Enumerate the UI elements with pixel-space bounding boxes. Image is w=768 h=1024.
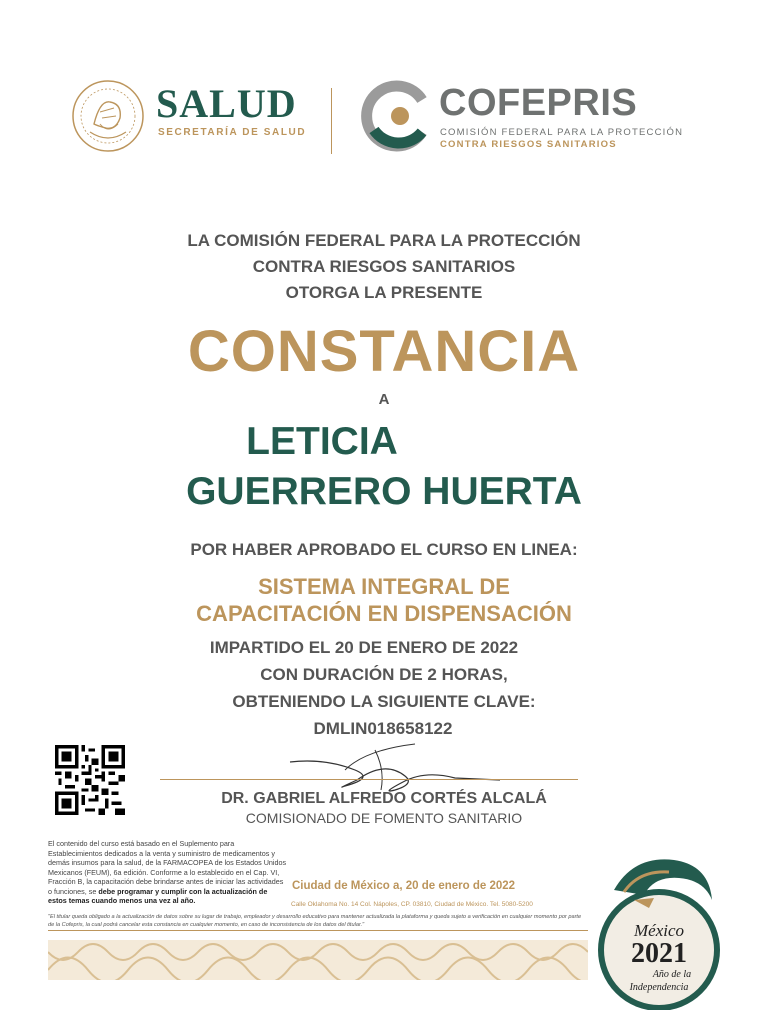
cofepris-title: COFEPRIS xyxy=(439,82,638,124)
cofepris-subtitle-2: CONTRA RIESGOS SANITARIOS xyxy=(440,139,617,150)
course-name xyxy=(0,573,768,627)
course-date: IMPARTIDO EL 20 DE ENERO DE 2022 xyxy=(209,638,519,657)
emblem-mexico-text: México xyxy=(633,921,685,940)
course-name-line-2: CAPACITACIÓN EN DISPENSACIÓN xyxy=(196,601,572,626)
course-name-line-1: SISTEMA INTEGRAL DE xyxy=(258,574,510,599)
intro-line-1: LA COMISIÓN FEDERAL PARA LA PROTECCIÓN xyxy=(187,231,581,250)
note-divider xyxy=(48,930,588,931)
course-duration: CON DURACIÓN DE 2 HORAS, xyxy=(260,665,508,684)
course-key-code: DMLIN018658122 xyxy=(313,719,453,738)
legal-text xyxy=(48,839,288,906)
intro-text xyxy=(0,228,768,306)
emblem-independencia-text: Independencia xyxy=(629,982,689,993)
approved-text: POR HABER APROBADO EL CURSO EN LINEA: xyxy=(190,540,578,559)
emblem-ano-text: Año de la xyxy=(652,969,692,980)
legal-text-body: El contenido del curso está basado en el Suplemento para Establecimientos dedicados a la venta y suministro de medicamentos y demás insumos para la salud, de la FARMACOPEA de los Estados Unidos Mexicanos (FEUM), 6a edición. Conforme a lo establecido en el Cap. VI, Fracción B, la capacitación debe brindarse antes de iniciar las actividades o funciones, se xyxy=(48,839,287,896)
legal-text-bold: debe programar y cumplir con la actualización de estos temas cuando menos una vez al año. xyxy=(48,886,268,905)
signer-title: COMISIONADO DE FOMENTO SANITARIO xyxy=(245,810,523,826)
holder-note: "El titular queda obligado a la actualización de datos sobre su lugar de trabajo, empleador y desarrollo educativo para mantener actualizada la plataforma y queda sujeto a verificación en cualquier momento por parte de la Cofepris, la cual podrá cancelar esta constancia en cualquier momento, en caso de inconsistencia de los datos del titular." xyxy=(48,914,582,928)
salud-title: SALUD xyxy=(156,81,297,126)
intro-line-3: OTORGA LA PRESENTE xyxy=(285,283,483,302)
emblem-year-text: 2021 xyxy=(631,938,687,969)
decorative-band xyxy=(48,940,588,980)
cofepris-subtitle-1: COMISIÓN FEDERAL PARA LA PROTECCIÓN xyxy=(440,127,684,138)
salud-subtitle: SECRETARÍA DE SALUD xyxy=(158,127,307,138)
recipient-first-name: LETICIA xyxy=(246,420,398,463)
course-details xyxy=(0,634,768,742)
cofepris-logo-icon xyxy=(360,80,432,152)
address: Calle Oklahoma No. 14 Col. Nápoles, CP. 03810, Ciudad de México. Tel. 5080-5200 xyxy=(291,901,533,908)
mexico-2021-emblem xyxy=(594,850,724,1010)
city-date: Ciudad de México a, 20 de enero de 2022 xyxy=(292,880,516,892)
recipient-last-names: GUERRERO HUERTA xyxy=(186,470,582,513)
course-key-label: OBTENIENDO LA SIGUIENTE CLAVE: xyxy=(232,692,536,711)
certificate-title: CONSTANCIA xyxy=(187,319,581,384)
intro-line-2: CONTRA RIESGOS SANITARIOS xyxy=(252,257,516,276)
signature-line xyxy=(160,779,578,780)
national-seal-icon xyxy=(70,78,146,154)
header-divider xyxy=(331,88,332,154)
to-label: A xyxy=(378,391,390,408)
signer-name: DR. GABRIEL ALFREDO CORTÉS ALCALÁ xyxy=(221,790,547,807)
